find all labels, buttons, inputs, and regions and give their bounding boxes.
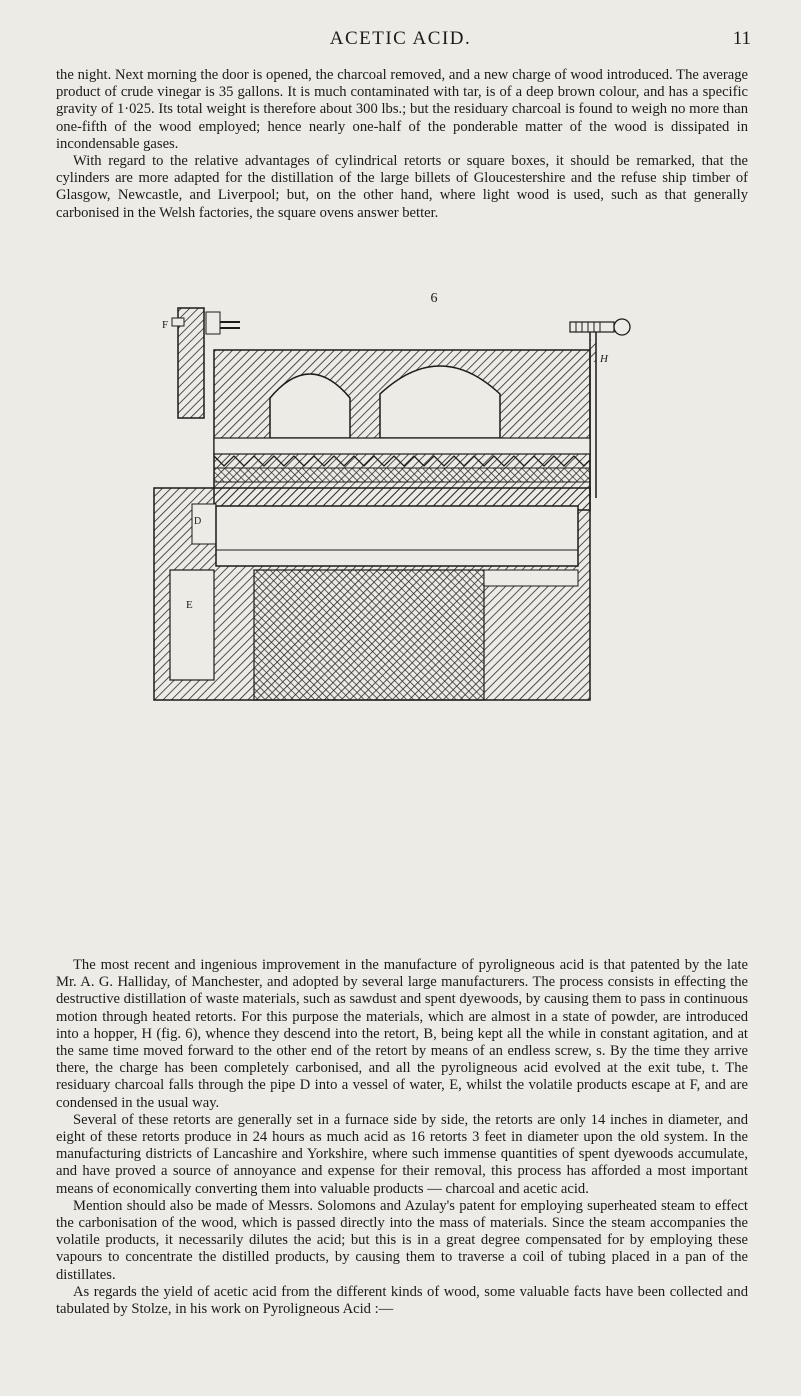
paragraph: The most recent and ingenious improvement in the manufacture of pyroligneous acid is that patented by the late Mr. A. G. Halliday, of Manchester, and adopted by several large manufacturers. The process consists in effecting the destructive distillation of waste materials, such as sawdust and spent dyewoods, by causing them to pass in continuous motion through heated retorts. For this purpose the materials, which are almost in a state of powder, are introduced into a hopper, H (fig. 6), whence they descend into the retort, B, being kept all the while in constant agitation, and at the same time moved forward to the other end of the retort by means of an endless screw, s. By the time they arrive there, the charge has been completely carbonised, and all the pyroligneous acid evolved at the exit tube, t. The residuary charcoal falls through the pipe D into a vessel of water, E, whilst the volatile products escape at F, and are condensed in the usual way. bbox=[56, 957, 748, 1111]
paragraph: As regards the yield of acetic acid from the different kinds of wood, some valuable facts have been collected and tabulated by Stolze, in his work on Pyroligneous Acid :— bbox=[56, 1283, 748, 1318]
page-number: 11 bbox=[732, 28, 751, 49]
page-header bbox=[0, 28, 801, 58]
label-d: D bbox=[194, 516, 202, 527]
figure-furnace-diagram bbox=[150, 288, 650, 716]
paragraph: the night. Next morning the door is opened, the charcoal removed, and a new charge of wood introduced. The average product of crude vinegar is 35 gallons. It is much contaminated with tar, is of a deep brown colour, and has a specific gravity of 1·025. Its total weight is therefore about 300 lbs.; but the residuary charcoal is found to weigh no more than one-fifth of the wood employed; hence nearly one-half of the ponderable matter of the wood is dissipated in incondensable gases. bbox=[56, 67, 748, 152]
paragraph: Several of these retorts are generally set in a furnace side by side, the retorts are only 14 inches in diameter, and eight of these retorts produce in 24 hours as much acid as 16 retorts 3 feet in diameter upon the old system. In the manufacturing districts of Lancashire and Yorkshire, where such immense quantities of spent dyewoods accumulate, and have proved a source of annoyance and expense for their removal, this process has afforded a most important means of economically converting them into valuable products — charcoal and acetic acid. bbox=[56, 1111, 748, 1197]
paragraph: Mention should also be made of Messrs. Solomons and Azulay's patent for employing superheated steam to effect the carbonisation of the wood, which is passed directly into the mass of materials. Since the steam accompanies the volatile products, it necessarily dilutes the acid; but this is in a great degree compensated for by employing these vapours to concentrate the distilled products, by causing them to traverse a coil of tubing placed in a pan of the distillates. bbox=[56, 1197, 748, 1283]
label-f: F bbox=[162, 319, 169, 331]
body-text-bottom bbox=[56, 957, 748, 1318]
figure-number: 6 bbox=[430, 291, 438, 306]
paragraph: With regard to the relative advantages of cylindrical retorts or square boxes, it should be remarked, that the cylinders are more adapted for the distillation of the large billets of Gloucestershire and the refuse ship timber of Glasgow, Newcastle, and Liverpool; but, on the other hand, where light wood is used, such as that generally carbonised in the Welsh factories, the square ovens answer better. bbox=[56, 153, 748, 221]
furnace-illustration bbox=[150, 288, 650, 716]
running-head: ACETIC ACID. bbox=[329, 28, 472, 49]
label-e: E bbox=[186, 599, 193, 611]
label-h: H bbox=[600, 353, 608, 365]
body-text-top bbox=[56, 67, 748, 222]
